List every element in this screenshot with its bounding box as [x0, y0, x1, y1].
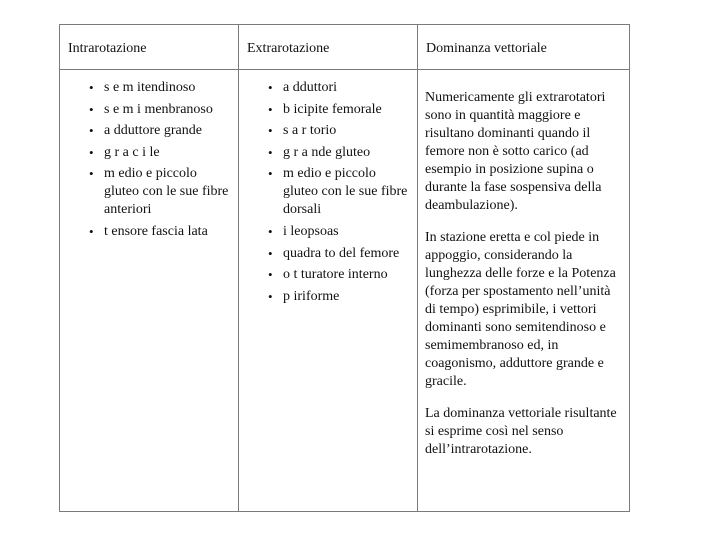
intrarotazione-cell	[60, 70, 239, 512]
muscle-name: a dduttore grande	[104, 123, 202, 139]
bullet-icon: •	[268, 101, 273, 117]
bullet-icon: •	[268, 166, 273, 182]
list-item	[240, 165, 416, 219]
bullet-icon: •	[268, 123, 273, 139]
list-item	[240, 288, 416, 306]
bullet-icon: •	[89, 144, 94, 160]
list-item	[61, 101, 237, 119]
list-item	[61, 223, 237, 241]
muscle-name: m edio e piccolo gluteo con le sue fibre dorsali	[283, 166, 408, 218]
list-item	[240, 266, 416, 284]
header-dominanza-vettoriale: Dominanza vettoriale	[418, 25, 630, 70]
bullet-icon: •	[268, 245, 273, 261]
bullet-icon: •	[268, 144, 273, 160]
intrarotazione-list	[61, 71, 237, 241]
bullet-icon: •	[89, 166, 94, 182]
muscle-name: b icipite femorale	[283, 101, 382, 117]
muscle-name: g r a c i le	[104, 144, 160, 160]
bullet-icon: •	[89, 123, 94, 139]
list-item	[240, 245, 416, 263]
dominanza-paragraph: In stazione eretta e col piede in appoggio, considerando la lunghezza delle forze e la Potenza (forza per spostamento nell’unità di tempo) esprimibile, i vettori dominanti sono semitendinoso e semimembranoso ed, in coagonismo, adduttore grande e gracile.	[425, 230, 616, 389]
muscle-name: g r a nde gluteo	[283, 144, 371, 160]
muscle-name: m edio e piccolo gluteo con le sue fibre anteriori	[104, 166, 229, 218]
extrarotazione-list	[240, 71, 416, 306]
bullet-icon: •	[268, 288, 273, 304]
muscle-name: quadra to del femore	[283, 245, 400, 261]
muscle-name: p iriforme	[283, 288, 340, 304]
list-item	[61, 165, 237, 219]
muscle-name: o t turatore interno	[283, 267, 388, 283]
muscle-name: s e m itendinoso	[104, 80, 196, 95]
header-row	[60, 25, 630, 70]
muscle-name: t ensore fascia lata	[104, 223, 208, 239]
dominanza-vettoriale-cell	[418, 70, 630, 512]
list-item	[240, 101, 416, 119]
list-item	[61, 122, 237, 140]
header-intrarotazione: Intrarotazione	[60, 25, 239, 70]
dominanza-paragraph: Numericamente gli extrarotatori sono in quantità maggiore e risultano dominanti quando il femore non è sotto carico (ad esempio in posizione supina o durante la fase sospensiva della deambulazione).	[425, 90, 606, 213]
extrarotazione-cell	[239, 70, 418, 512]
dominanza-paragraph: La dominanza vettoriale risultante si esprime così nel senso dell’intrarotazione.	[425, 406, 617, 457]
list-item	[240, 223, 416, 241]
list-item	[240, 144, 416, 162]
muscle-name: s a r torio	[283, 123, 337, 139]
bullet-icon: •	[89, 101, 94, 117]
muscle-name: s e m i menbranoso	[104, 101, 213, 117]
bullet-icon: •	[268, 80, 273, 95]
bullet-icon: •	[268, 223, 273, 239]
muscle-name: a dduttori	[283, 80, 338, 95]
muscle-rotation-table	[59, 24, 630, 512]
bullet-icon: •	[89, 223, 94, 239]
content-row	[60, 70, 630, 512]
bullet-icon: •	[89, 80, 94, 95]
header-extrarotazione: Extrarotazione	[239, 25, 418, 70]
muscle-name: i leopsoas	[283, 223, 339, 239]
list-item	[61, 79, 237, 97]
list-item	[61, 144, 237, 162]
list-item	[240, 79, 416, 97]
list-item	[240, 122, 416, 140]
bullet-icon: •	[268, 267, 273, 283]
